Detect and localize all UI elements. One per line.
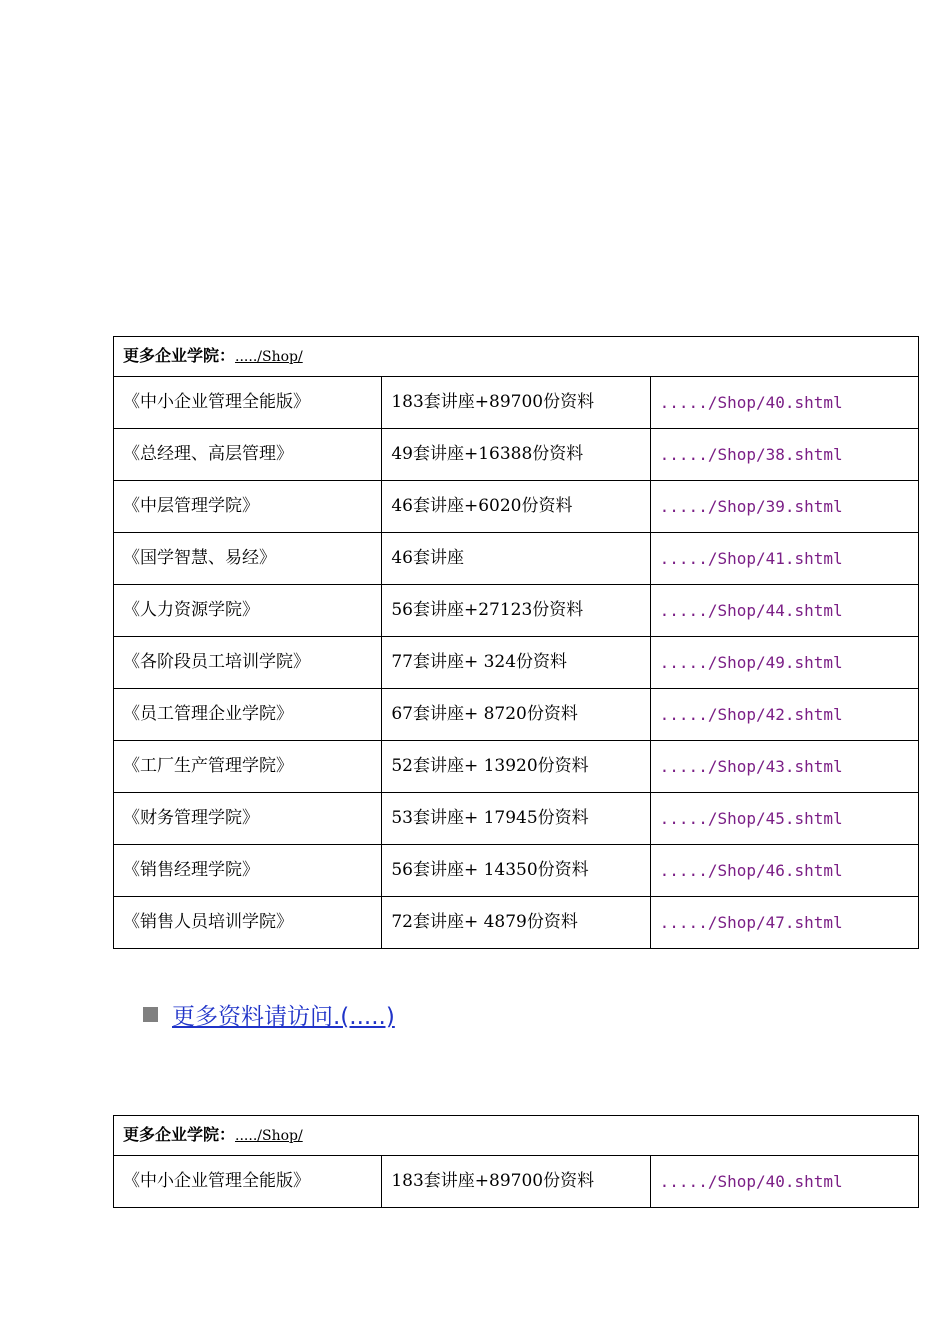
header-label: 更多企业学院：: [123, 346, 236, 365]
course-desc: 183套讲座+89700份资料: [382, 1156, 650, 1208]
course-url-link[interactable]: ...../Shop/44.shtml: [659, 601, 843, 620]
course-name: 《工厂生产管理学院》: [114, 741, 382, 793]
square-bullet-icon: [143, 1007, 158, 1022]
course-desc: 56套讲座+ 14350份资料: [382, 845, 650, 897]
course-desc: 77套讲座+ 324份资料: [382, 637, 650, 689]
table-row: [114, 897, 919, 949]
course-desc: 53套讲座+ 17945份资料: [382, 793, 650, 845]
course-url-cell: [650, 793, 918, 845]
course-url-link[interactable]: ...../Shop/40.shtml: [659, 1172, 843, 1191]
academy-table: [113, 336, 919, 949]
course-url-link[interactable]: ...../Shop/49.shtml: [659, 653, 843, 672]
course-desc: 67套讲座+ 8720份资料: [382, 689, 650, 741]
table-row: [114, 637, 919, 689]
course-desc: 56套讲座+27123份资料: [382, 585, 650, 637]
course-name: 《中小企业管理全能版》: [114, 377, 382, 429]
course-desc: 49套讲座+16388份资料: [382, 429, 650, 481]
course-url-cell: [650, 481, 918, 533]
course-url-cell: [650, 689, 918, 741]
visit-more-line: [143, 998, 395, 1031]
course-url-link[interactable]: ...../Shop/41.shtml: [659, 549, 843, 568]
course-url-link[interactable]: ...../Shop/42.shtml: [659, 705, 843, 724]
course-url-cell: [650, 533, 918, 585]
table-row: [114, 845, 919, 897]
table-header-cell: [114, 1116, 919, 1156]
course-url-link[interactable]: ...../Shop/47.shtml: [659, 913, 843, 932]
course-name: 《员工管理企业学院》: [114, 689, 382, 741]
course-url-link[interactable]: ...../Shop/43.shtml: [659, 757, 843, 776]
table-row: [114, 429, 919, 481]
header-url-link[interactable]: ...../Shop/: [235, 1128, 303, 1144]
course-url-cell: [650, 585, 918, 637]
course-url-cell: [650, 637, 918, 689]
course-url-link[interactable]: ...../Shop/46.shtml: [659, 861, 843, 880]
course-url-link[interactable]: ...../Shop/39.shtml: [659, 497, 843, 516]
course-url-cell: [650, 429, 918, 481]
course-desc: 46套讲座: [382, 533, 650, 585]
course-url-cell: [650, 741, 918, 793]
academy-table-2: [113, 1115, 919, 1208]
header-label: 更多企业学院：: [123, 1125, 236, 1144]
table-row: [114, 1156, 919, 1208]
course-name: 《财务管理学院》: [114, 793, 382, 845]
course-name: 《国学智慧、易经》: [114, 533, 382, 585]
table-row: [114, 533, 919, 585]
course-desc: 46套讲座+6020份资料: [382, 481, 650, 533]
table-row: [114, 741, 919, 793]
course-url-cell: [650, 845, 918, 897]
course-desc: 72套讲座+ 4879份资料: [382, 897, 650, 949]
course-desc: 183套讲座+89700份资料: [382, 377, 650, 429]
course-name: 《总经理、高层管理》: [114, 429, 382, 481]
course-url-cell: [650, 1156, 918, 1208]
course-name: 《各阶段员工培训学院》: [114, 637, 382, 689]
table-row: [114, 377, 919, 429]
visit-more-link[interactable]: 更多资料请访问.(.....): [172, 1004, 395, 1030]
table-header-row: [114, 337, 919, 377]
table-header-cell: [114, 337, 919, 377]
course-url-link[interactable]: ...../Shop/45.shtml: [659, 809, 843, 828]
table-row: [114, 793, 919, 845]
header-url-link[interactable]: ...../Shop/: [235, 349, 303, 365]
course-url-cell: [650, 897, 918, 949]
table-header-row: [114, 1116, 919, 1156]
course-name: 《中层管理学院》: [114, 481, 382, 533]
course-desc: 52套讲座+ 13920份资料: [382, 741, 650, 793]
course-name: 《销售人员培训学院》: [114, 897, 382, 949]
table-row: [114, 689, 919, 741]
course-name: 《人力资源学院》: [114, 585, 382, 637]
course-name: 《中小企业管理全能版》: [114, 1156, 382, 1208]
course-url-link[interactable]: ...../Shop/38.shtml: [659, 445, 843, 464]
table-row: [114, 481, 919, 533]
course-url-cell: [650, 377, 918, 429]
course-name: 《销售经理学院》: [114, 845, 382, 897]
table-row: [114, 585, 919, 637]
course-url-link[interactable]: ...../Shop/40.shtml: [659, 393, 843, 412]
